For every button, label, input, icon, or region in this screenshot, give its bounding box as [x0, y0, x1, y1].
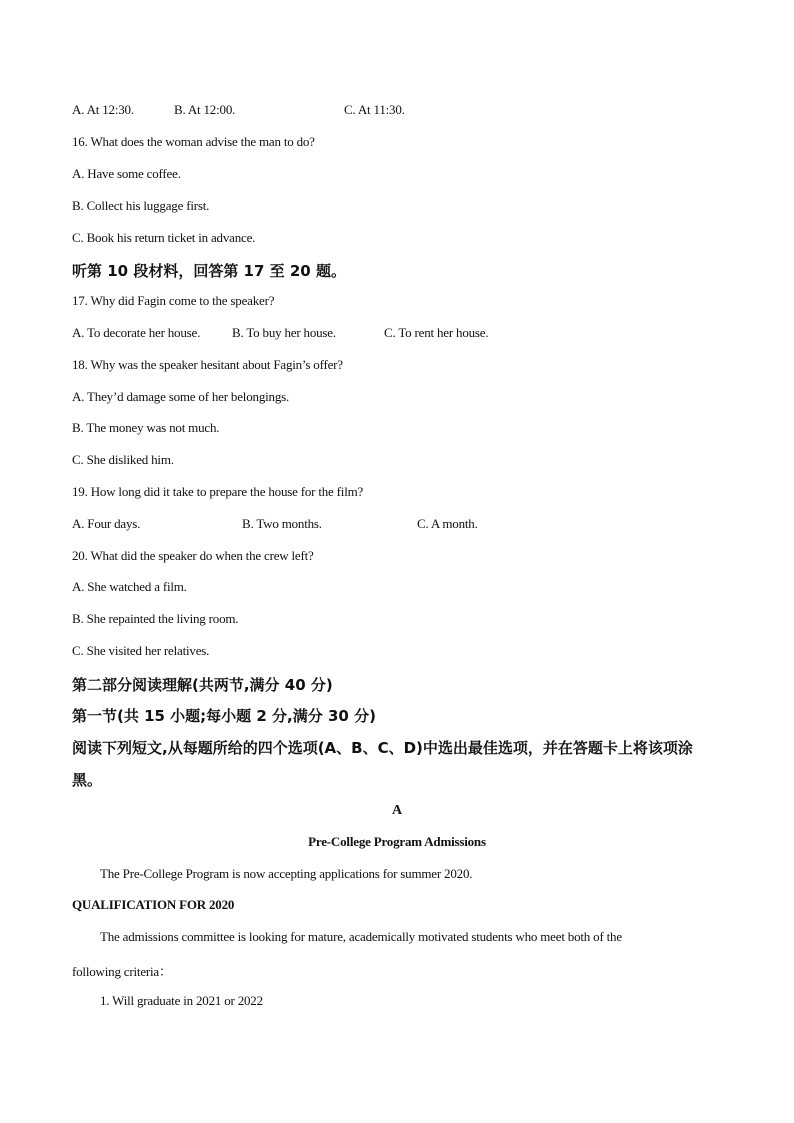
instructions-line-2: 黑。: [72, 771, 103, 789]
q18-option-b: B. The money was not much.: [72, 420, 220, 435]
q19-option-b: B. Two months.: [242, 516, 322, 531]
q15-option-a: A. At 12:30.: [72, 102, 134, 117]
part2-heading: 第二部分阅读理解(共两节,满分 40 分): [72, 676, 333, 694]
q18-option-a: A. They’d damage some of her belongings.: [72, 389, 290, 404]
passage-intro: The Pre-College Program is now accepting applications for summer 2020.: [100, 866, 473, 881]
q19-question: 19. How long did it take to prepare the house for the film?: [72, 484, 364, 499]
q17-option-c: C. To rent her house.: [384, 325, 489, 340]
q16-question: 16. What does the woman advise the man to do?: [72, 134, 315, 149]
qualification-heading: QUALIFICATION FOR 2020: [72, 897, 235, 912]
criteria-intro-line-2: following criteria：: [72, 964, 172, 979]
q16-option-b: B. Collect his luggage first.: [72, 198, 210, 213]
q16-option-c: C. Book his return ticket in advance.: [72, 230, 256, 245]
q20-option-c: C. She visited her relatives.: [72, 643, 210, 658]
criteria-item-1: 1. Will graduate in 2021 or 2022: [100, 993, 263, 1008]
section10-heading: 听第 10 段材料，回答第 17 至 20 题。: [72, 262, 346, 280]
section1-heading: 第一节(共 15 小题;每小题 2 分,满分 30 分): [72, 707, 376, 725]
q19-option-a: A. Four days.: [72, 516, 141, 531]
q20-option-a: A. She watched a film.: [72, 579, 187, 594]
q20-option-b: B. She repainted the living room.: [72, 611, 239, 626]
instructions-line-1: 阅读下列短文,从每题所给的四个选项(A、B、C、D)中选出最佳选项，并在答题卡上将该项涂: [72, 739, 693, 757]
q20-question: 20. What did the speaker do when the crew left?: [72, 548, 314, 563]
passage-title: Pre-College Program Admissions: [308, 834, 486, 849]
q16-option-a: A. Have some coffee.: [72, 166, 181, 181]
q19-options: [72, 516, 772, 534]
criteria-intro-line-1: The admissions committee is looking for mature, academically motivated students who meet both of the: [100, 929, 622, 944]
q17-option-a: A. To decorate her house.: [72, 325, 201, 340]
q15-options: [72, 102, 772, 120]
passage-letter: A: [392, 803, 402, 818]
q18-question: 18. Why was the speaker hesitant about Fagin’s offer?: [72, 357, 343, 372]
q18-option-c: C. She disliked him.: [72, 452, 174, 467]
q17-options: [72, 325, 772, 343]
q15-option-c: C. At 11:30.: [344, 102, 405, 117]
q17-question: 17. Why did Fagin come to the speaker?: [72, 293, 275, 308]
q19-option-c: C. A month.: [417, 516, 478, 531]
q17-option-b: B. To buy her house.: [232, 325, 336, 340]
q15-option-b: B. At 12:00.: [174, 102, 236, 117]
